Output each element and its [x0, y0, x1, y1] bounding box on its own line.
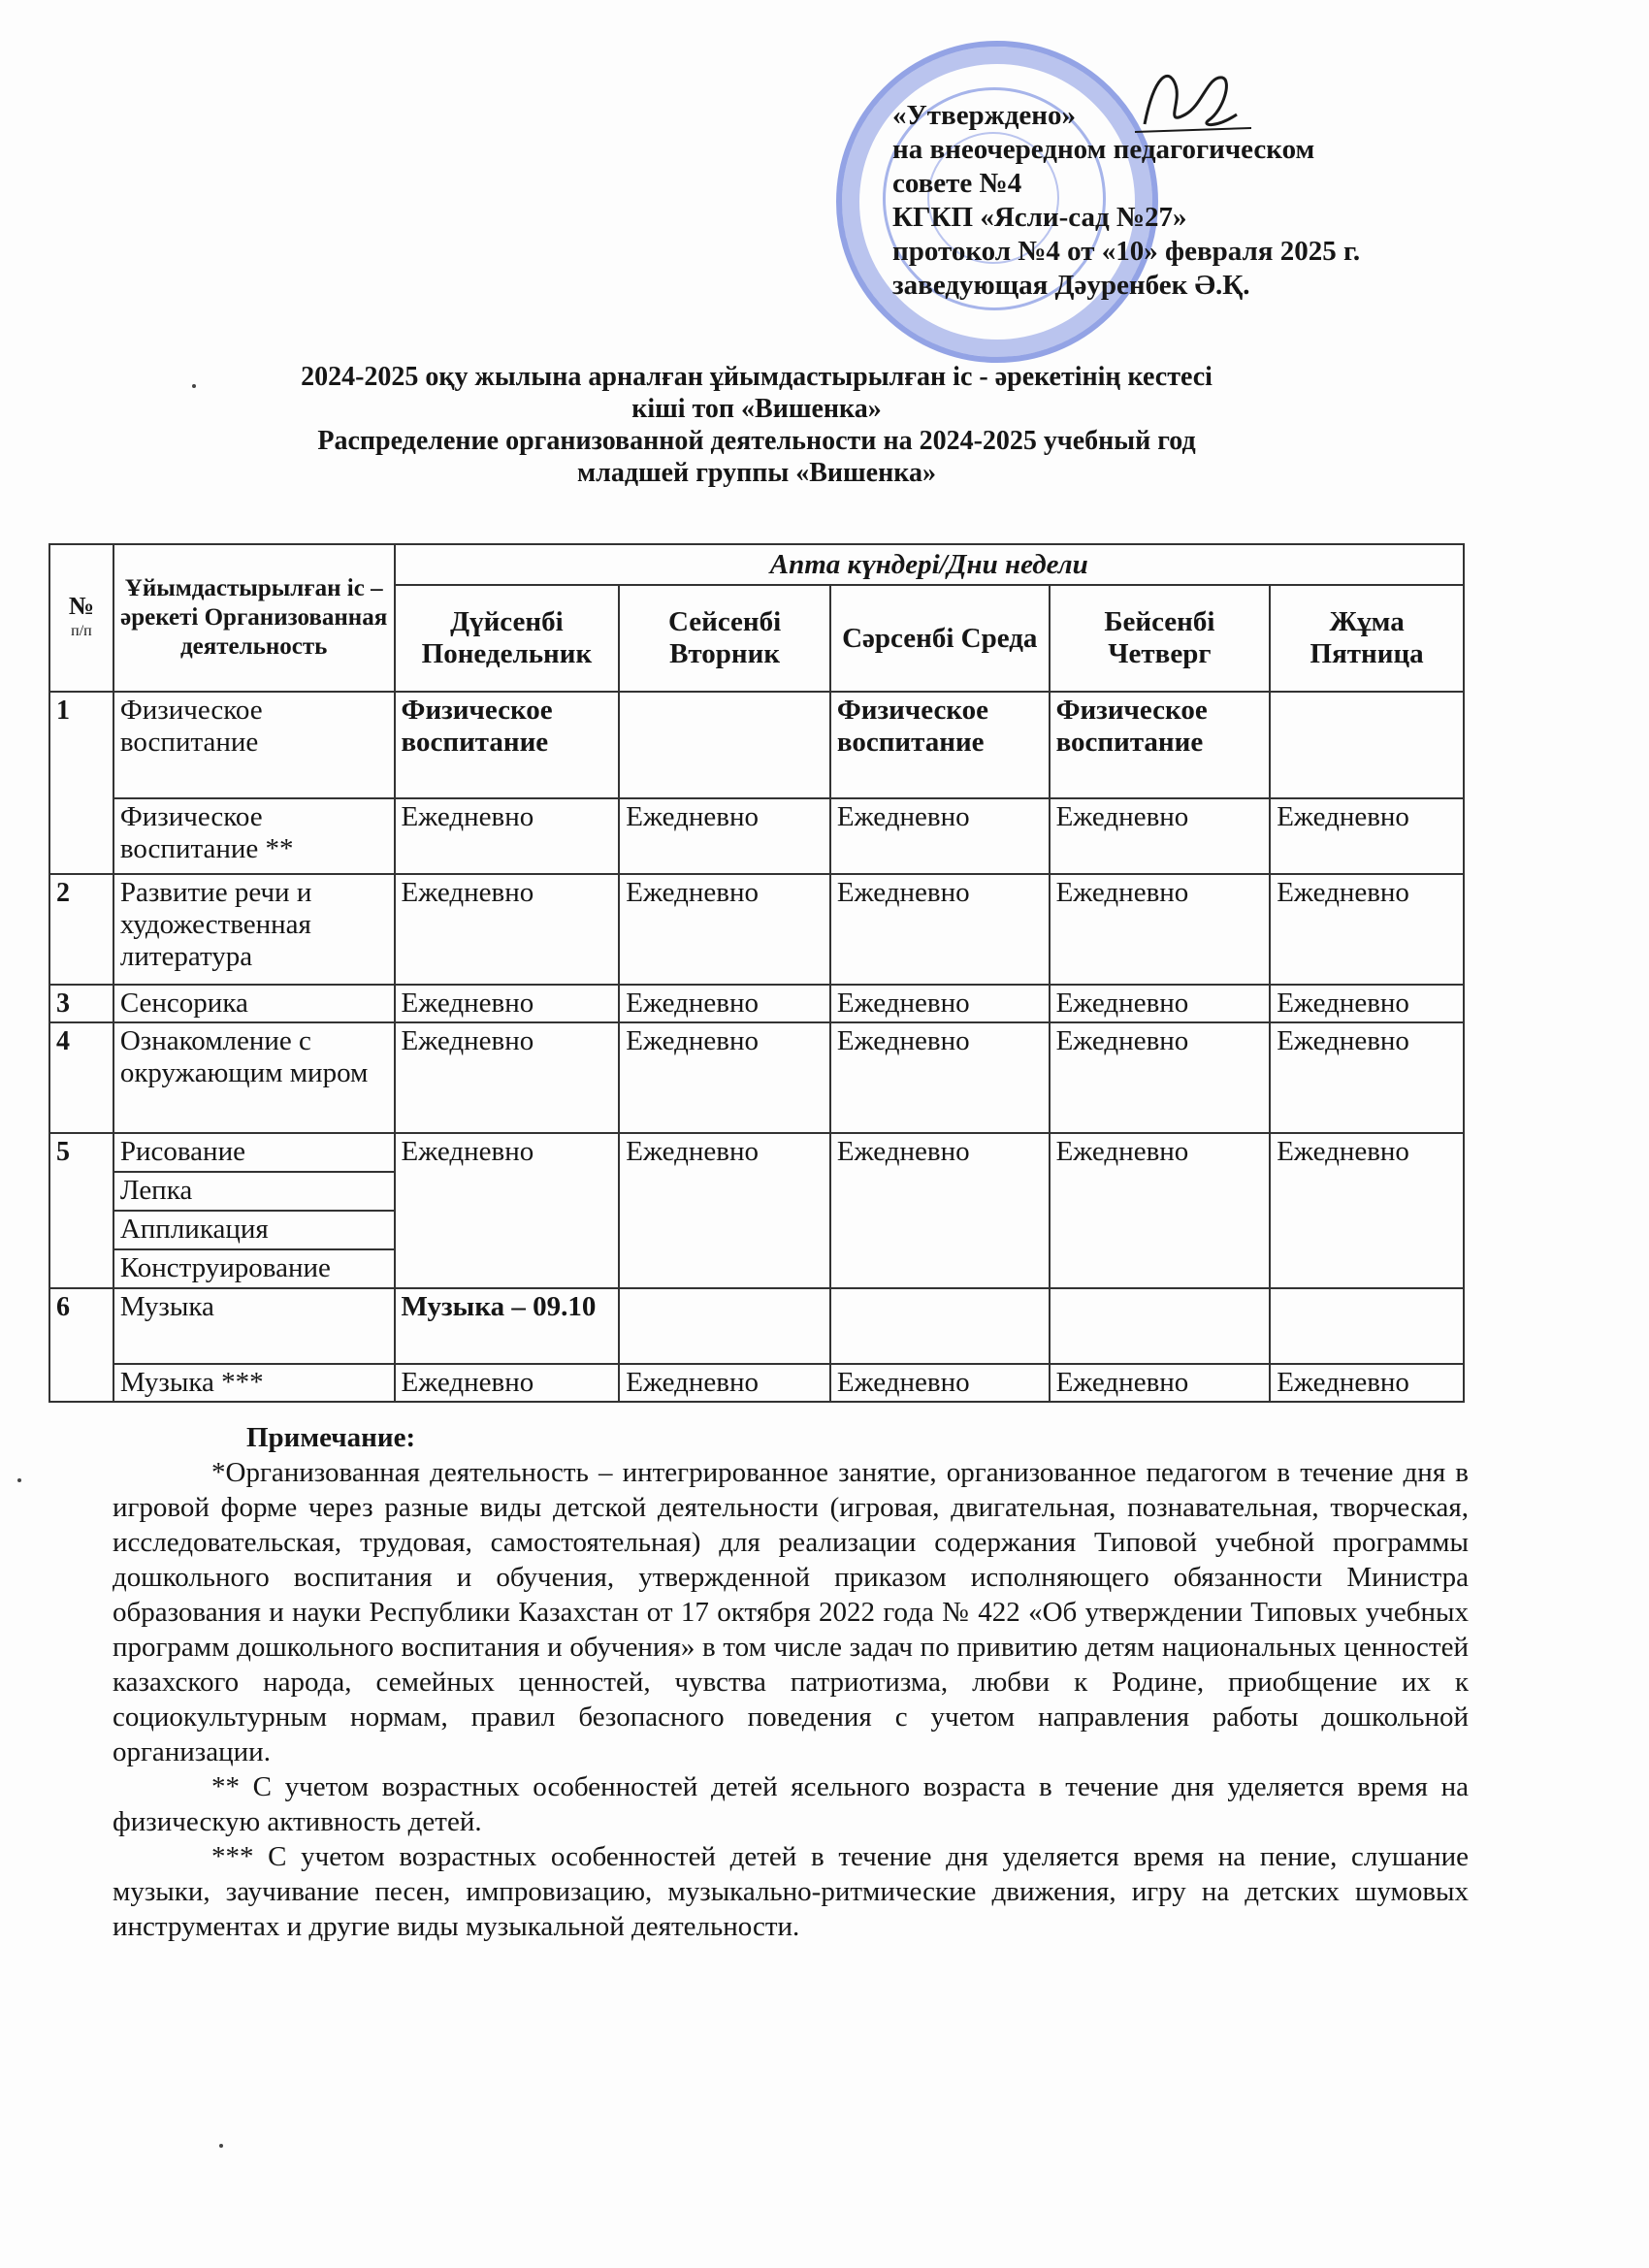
schedule-cell: Ежедневно [830, 874, 1050, 985]
schedule-cell: Ежедневно [619, 798, 830, 874]
schedule-cell: Ежедневно [619, 1133, 830, 1288]
schedule-cell: Ежедневно [1270, 798, 1464, 874]
table-row [49, 1022, 1464, 1133]
activity-name: Физическое воспитание ** [113, 798, 395, 874]
schedule-cell: Ежедневно [830, 1022, 1050, 1133]
approval-line: КГКП «Ясли-сад №27» [892, 202, 1187, 233]
header-friday: Жұма Пятница [1270, 585, 1464, 692]
title-ru-line2: младшей группы «Вишенка» [577, 458, 936, 488]
activity-name: Физическое воспитание [113, 692, 395, 798]
schedule-cell: Ежедневно [1270, 1364, 1464, 1402]
schedule-cell: Ежедневно [619, 874, 830, 985]
activity-name: Конструирование [113, 1249, 395, 1288]
schedule-cell: Ежедневно [395, 1022, 620, 1133]
activity-name: Развитие речи и художественная литература [113, 874, 395, 985]
schedule-cell: Ежедневно [395, 1364, 620, 1402]
title-ru-line1: Распределение организованной деятельности на 2024-2025 учебный год [317, 426, 1196, 456]
schedule-cell: Ежедневно [830, 985, 1050, 1022]
schedule-cell: Ежедневно [1270, 874, 1464, 985]
schedule-cell: Ежедневно [1270, 985, 1464, 1022]
schedule-cell: Ежедневно [1050, 1364, 1271, 1402]
approval-line: протокол №4 от «10» февраля 2025 г. [892, 236, 1361, 267]
note-paragraph: ** С учетом возрастных особенностей детей ясельного возраста в течение дня уделяется время на физическую активность детей. [113, 1771, 1469, 1837]
approval-line: на внеочередном педагогическом [892, 134, 1315, 165]
row-number: 4 [49, 1022, 113, 1133]
activity-name: Музыка [113, 1288, 395, 1364]
activity-name: Аппликация [113, 1211, 395, 1249]
table-row [49, 798, 1464, 874]
schedule-cell: Ежедневно [830, 1364, 1050, 1402]
title-kz-line2: кіші топ «Вишенка» [631, 394, 882, 424]
table-row [49, 1133, 1464, 1172]
activity-name: Рисование [113, 1133, 395, 1172]
schedule-cell: Ежедневно [1270, 1022, 1464, 1133]
schedule-cell: Ежедневно [830, 798, 1050, 874]
schedule-cell: Ежедневно [1050, 1133, 1271, 1288]
approval-line: «Утверждено» [892, 100, 1076, 131]
notes-section [113, 1420, 1469, 1944]
schedule-cell: Ежедневно [619, 1022, 830, 1133]
schedule-cell: Ежедневно [395, 798, 620, 874]
schedule-table [48, 543, 1465, 1403]
table-row [49, 1364, 1464, 1402]
activity-name: Ознакомление с окружающим миром [113, 1022, 395, 1133]
approval-line: заведующая Дәуренбек Ә.Қ. [892, 270, 1250, 301]
scan-speck [17, 1478, 21, 1482]
activity-name: Сенсорика [113, 985, 395, 1022]
note-paragraph: *** С учетом возрастных особенностей детей в течение дня уделяется время на пение, слушание музыки, заучивание песен, импровизацию, музыкально-ритмические движения, игру на детских шумовых инструментах и другие виды музыкальной деятельности. [113, 1841, 1469, 1942]
schedule-cell: Ежедневно [1050, 874, 1271, 985]
header-tuesday: Сейсенбі Вторник [619, 585, 830, 692]
header-activity: Ұйымдастырылған іс – әрекеті Организованная деятельность [113, 544, 395, 692]
schedule-cell [619, 1288, 830, 1364]
schedule-cell: Ежедневно [1050, 985, 1271, 1022]
notes-heading: Примечание: [246, 1422, 416, 1453]
schedule-cell [1050, 1288, 1271, 1364]
schedule-cell: Физическое воспитание [1050, 692, 1271, 798]
table-row [49, 874, 1464, 985]
schedule-cell: Музыка – 09.10 [395, 1288, 620, 1364]
row-number: 6 [49, 1288, 113, 1402]
table-row [49, 985, 1464, 1022]
schedule-cell: Ежедневно [395, 1133, 620, 1288]
schedule-cell: Ежедневно [619, 1364, 830, 1402]
schedule-cell [1270, 692, 1464, 798]
scan-speck [192, 384, 196, 388]
row-number: 5 [49, 1133, 113, 1288]
row-number: 3 [49, 985, 113, 1022]
header-thursday: Бейсенбі Четверг [1050, 585, 1271, 692]
table-row [49, 1288, 1464, 1364]
approval-line: совете №4 [892, 168, 1022, 199]
schedule-cell: Ежедневно [619, 985, 830, 1022]
schedule-cell: Ежедневно [830, 1133, 1050, 1288]
schedule-cell: Ежедневно [1050, 798, 1271, 874]
header-wednesday: Сәрсенбі Среда [830, 585, 1050, 692]
title-kz-line1: 2024-2025 оқу жылына арналған ұйымдастырылған іс - әрекетінің кестесі [301, 362, 1212, 392]
schedule-cell: Ежедневно [1270, 1133, 1464, 1288]
header-monday: Дүйсенбі Понедельник [395, 585, 620, 692]
schedule-cell [619, 692, 830, 798]
note-paragraph: *Организованная деятельность – интегрированное занятие, организованное педагогом в течение дня в игровой форме через разные виды детской деятельности (игровая, двигательная, познавательная, творческая, исследовательская, трудовая, самостоятельная) для реализации содержания Типовой учебной программы дошкольного воспитания и обучения, утвержденной приказом исполняющего обязанности Министра образования и науки Республики Казахстан от 17 октября 2022 года № 422 «Об утверждении Типовых учебных программ дошкольного воспитания и обучения» в том числе задач по привитию детям национальных ценностей казахского народа, семейных ценностей, чувства патриотизма, любви к Родине, приобщение их к социокультурным нормам, правил безопасного поведения с учетом направления работы дошкольной организации. [113, 1457, 1469, 1767]
row-number: 2 [49, 874, 113, 985]
schedule-cell: Ежедневно [395, 874, 620, 985]
approval-block [892, 99, 1474, 303]
table-row [49, 692, 1464, 798]
header-week-days: Апта күндері/Дни недели [395, 544, 1464, 585]
activity-name: Лепка [113, 1172, 395, 1211]
scan-speck [219, 2144, 223, 2148]
schedule-cell [830, 1288, 1050, 1364]
schedule-cell: Ежедневно [1050, 1022, 1271, 1133]
schedule-cell: Физическое воспитание [395, 692, 620, 798]
row-number: 1 [49, 692, 113, 874]
header-number: № п/п [49, 544, 113, 692]
schedule-cell: Физическое воспитание [830, 692, 1050, 798]
schedule-cell: Ежедневно [395, 985, 620, 1022]
document-title [194, 361, 1319, 489]
schedule-cell [1270, 1288, 1464, 1364]
activity-name: Музыка *** [113, 1364, 395, 1402]
